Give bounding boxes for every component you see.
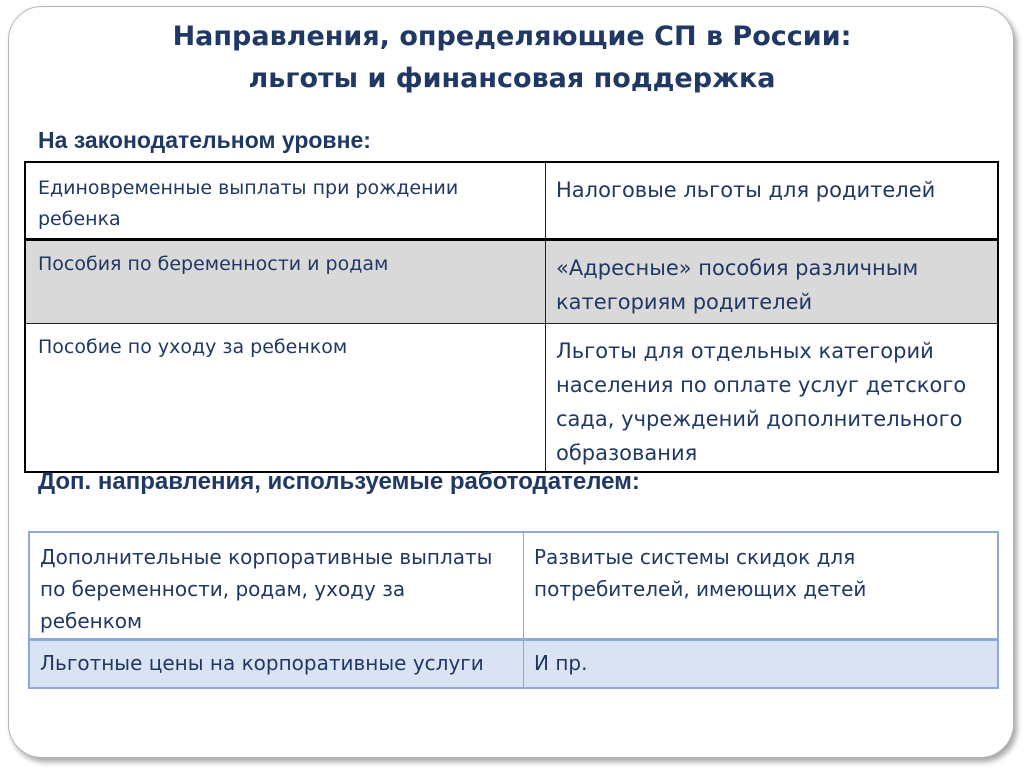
table-cell: Пособия по беременности и родам	[25, 240, 546, 324]
table-row	[25, 240, 998, 324]
table-cell: И пр.	[524, 640, 999, 689]
employer-measures-table	[28, 531, 999, 689]
table-cell: Льготные цены на корпоративные услуги	[29, 640, 524, 689]
page-title	[0, 16, 1024, 100]
table-cell: Единовременные выплаты при рождении ребенка	[25, 162, 546, 240]
table-cell: Льготы для отдельных категорий населения по оплате услуг детского сада, учреждений дополнительного образования	[546, 324, 999, 473]
table-cell: Развитые системы скидок для потребителей, имеющих детей	[524, 532, 999, 640]
table-row	[25, 324, 998, 473]
table-cell: Налоговые льготы для родителей	[546, 162, 999, 240]
table-row	[25, 162, 998, 240]
table-cell: «Адресные» пособия различным категориям родителей	[546, 240, 999, 324]
legislative-measures-table	[24, 161, 999, 473]
employer-directions-heading: Доп. направления, используемые работодателем:	[38, 468, 640, 495]
table-row	[29, 532, 998, 640]
title-line-1: Направления, определяющие СП в России:	[172, 21, 852, 52]
legislative-level-heading: На законодательном уровне:	[38, 127, 371, 153]
table-cell: Дополнительные корпоративные выплаты по беременности, родам, уходу за ребенком	[29, 532, 524, 640]
table-cell: Пособие по уходу за ребенком	[25, 324, 546, 473]
title-line-2: льготы и финансовая поддержка	[248, 63, 776, 94]
table-row	[29, 640, 998, 689]
